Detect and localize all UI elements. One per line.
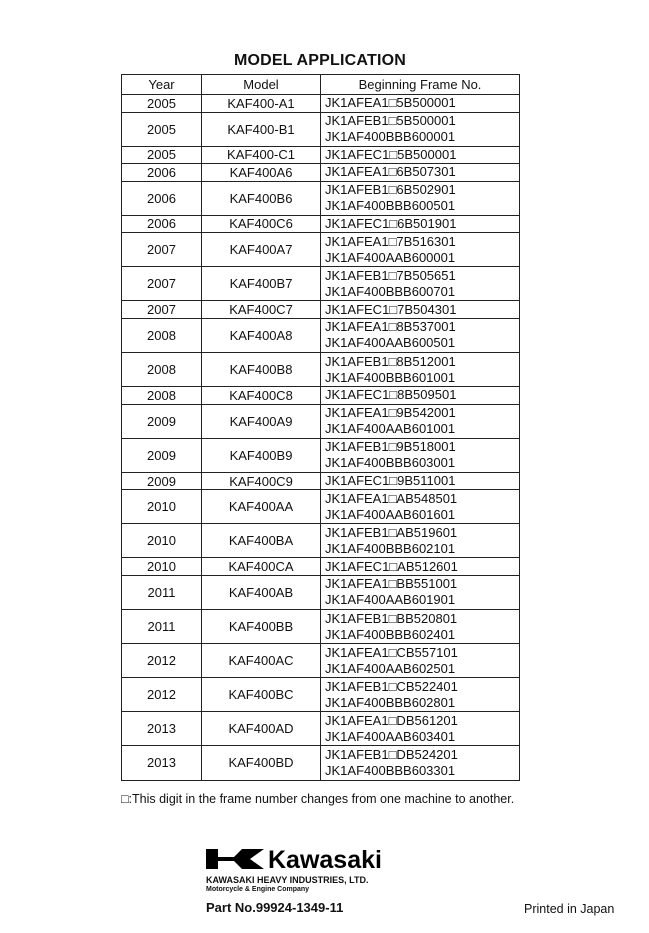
model-cell: KAF400B9: [202, 438, 321, 472]
model-cell: KAF400C6: [202, 215, 321, 233]
frame-number: JK1AFEA1□5B500001: [325, 95, 456, 111]
table-row: [122, 301, 520, 319]
year-cell: 2009: [122, 472, 202, 490]
frame-cell: [321, 164, 520, 182]
frame-cell: [321, 146, 520, 164]
year-cell: 2011: [122, 575, 202, 609]
model-cell: KAF400C9: [202, 472, 321, 490]
table-row: [122, 164, 520, 182]
frame-cell: [321, 678, 520, 712]
year-cell: 2010: [122, 524, 202, 558]
frame-cell: [321, 746, 520, 780]
frame-cell: [321, 352, 520, 386]
year-cell: 2009: [122, 404, 202, 438]
model-cell: KAF400AB: [202, 575, 321, 609]
year-cell: 2012: [122, 678, 202, 712]
frame-number: JK1AF400BBB600701: [325, 283, 456, 299]
frame-cell: [321, 610, 520, 644]
table-row: [122, 215, 520, 233]
table-row: [122, 95, 520, 113]
frame-number: JK1AFEC1□7B504301: [325, 301, 457, 317]
frame-cell: [321, 233, 520, 267]
frame-number: JK1AF400AAB600501: [325, 335, 456, 351]
frame-cell: [321, 181, 520, 215]
frame-number: JK1AFEB1□7B505651: [325, 267, 456, 283]
frame-number: JK1AFEA1□9B542001: [325, 405, 456, 421]
frame-cell: [321, 112, 520, 146]
year-cell: 2007: [122, 233, 202, 267]
frame-number: JK1AFEC1□6B501901: [325, 215, 457, 231]
printed-in: Printed in Japan: [524, 902, 615, 916]
header-frame: Beginning Frame No.: [321, 75, 520, 95]
frame-cell: [321, 301, 520, 319]
table-row: [122, 318, 520, 352]
frame-number: JK1AFEA1□DB561201: [325, 712, 458, 728]
frame-cell: [321, 712, 520, 746]
frame-cell: [321, 95, 520, 113]
frame-number: JK1AF400AAB601601: [325, 506, 456, 522]
year-cell: 2005: [122, 95, 202, 113]
frame-number: JK1AFEB1□CB522401: [325, 678, 458, 694]
kawasaki-logo: [206, 846, 402, 877]
table-row: [122, 712, 520, 746]
model-cell: KAF400C7: [202, 301, 321, 319]
year-cell: 2008: [122, 318, 202, 352]
model-cell: KAF400BC: [202, 678, 321, 712]
table-row: [122, 472, 520, 490]
year-cell: 2013: [122, 712, 202, 746]
table-row: [122, 438, 520, 472]
frame-cell: [321, 472, 520, 490]
model-cell: KAF400A9: [202, 404, 321, 438]
frame-number: JK1AF400AAB601001: [325, 421, 456, 437]
frame-number: JK1AF400AAB600001: [325, 249, 456, 265]
frame-number: JK1AF400AAB602501: [325, 660, 456, 676]
year-cell: 2007: [122, 301, 202, 319]
svg-text:Kawasaki: Kawasaki: [268, 846, 382, 872]
model-cell: KAF400BB: [202, 610, 321, 644]
year-cell: 2005: [122, 146, 202, 164]
table-row: [122, 575, 520, 609]
frame-number: JK1AF400BBB601001: [325, 369, 456, 385]
table-row: [122, 644, 520, 678]
frame-number: JK1AF400BBB600001: [325, 129, 456, 145]
table-row: [122, 112, 520, 146]
year-cell: 2010: [122, 558, 202, 576]
frame-number: JK1AFEB1□9B518001: [325, 439, 456, 455]
model-cell: KAF400BD: [202, 746, 321, 780]
model-cell: KAF400A8: [202, 318, 321, 352]
frame-number: JK1AF400BBB600501: [325, 198, 456, 214]
frame-number: JK1AFEB1□5B500001: [325, 113, 456, 129]
model-cell: KAF400AC: [202, 644, 321, 678]
frame-cell: [321, 438, 520, 472]
frame-cell: [321, 404, 520, 438]
table-row: [122, 404, 520, 438]
frame-cell: [321, 318, 520, 352]
frame-number: JK1AFEB1□6B502901: [325, 182, 456, 198]
year-cell: 2006: [122, 215, 202, 233]
table-row: [122, 146, 520, 164]
frame-number: JK1AFEC1□9B511001: [325, 473, 456, 488]
company-name: KAWASAKI HEAVY INDUSTRIES, LTD.: [206, 875, 369, 885]
page-title: MODEL APPLICATION: [234, 52, 406, 69]
frame-number: JK1AF400BBB602101: [325, 540, 456, 556]
frame-cell: [321, 215, 520, 233]
frame-digit-note: □:This digit in the frame number changes from one machine to another.: [121, 792, 515, 806]
frame-number: JK1AF400BBB602401: [325, 626, 456, 642]
year-cell: 2006: [122, 181, 202, 215]
table-header-row: [122, 75, 520, 95]
model-cell: KAF400C8: [202, 387, 321, 405]
frame-number: JK1AFEA1□BB551001: [325, 576, 458, 592]
frame-cell: [321, 644, 520, 678]
frame-number: JK1AFEB1□BB520801: [325, 610, 458, 626]
frame-number: JK1AFEB1□DB524201: [325, 746, 458, 762]
table-row: [122, 387, 520, 405]
year-cell: 2007: [122, 267, 202, 301]
frame-number: JK1AFEC1□8B509501: [325, 387, 457, 403]
model-cell: KAF400CA: [202, 558, 321, 576]
header-model: Model: [202, 75, 321, 95]
frame-number: JK1AFEA1□CB557101: [325, 644, 458, 660]
model-cell: KAF400AD: [202, 712, 321, 746]
table-row: [122, 181, 520, 215]
model-cell: KAF400B8: [202, 352, 321, 386]
division-name: Motorcycle & Engine Company: [206, 886, 310, 893]
model-cell: KAF400-C1: [202, 146, 321, 164]
model-cell: KAF400AA: [202, 490, 321, 524]
table-row: [122, 233, 520, 267]
frame-cell: [321, 558, 520, 576]
model-application-table: [121, 74, 520, 781]
frame-cell: [321, 575, 520, 609]
model-cell: KAF400B6: [202, 181, 321, 215]
frame-number: JK1AFEC1□5B500001: [325, 146, 457, 162]
frame-number: JK1AFEA1□AB548501: [325, 490, 458, 506]
year-cell: 2008: [122, 352, 202, 386]
frame-cell: [321, 387, 520, 405]
model-cell: KAF400B7: [202, 267, 321, 301]
year-cell: 2005: [122, 112, 202, 146]
frame-number: JK1AFEA1□7B516301: [325, 233, 456, 249]
table-row: [122, 352, 520, 386]
model-cell: KAF400-A1: [202, 95, 321, 113]
header-year: Year: [122, 75, 202, 95]
table-row: [122, 746, 520, 780]
year-cell: 2008: [122, 387, 202, 405]
year-cell: 2013: [122, 746, 202, 780]
year-cell: 2011: [122, 610, 202, 644]
model-cell: KAF400-B1: [202, 112, 321, 146]
part-number: Part No.99924-1349-11: [206, 900, 344, 915]
model-cell: KAF400A6: [202, 164, 321, 182]
year-cell: 2006: [122, 164, 202, 182]
model-cell: KAF400BA: [202, 524, 321, 558]
frame-number: JK1AF400BBB603001: [325, 455, 456, 471]
frame-cell: [321, 524, 520, 558]
frame-cell: [321, 490, 520, 524]
year-cell: 2012: [122, 644, 202, 678]
table-row: [122, 490, 520, 524]
table-row: [122, 524, 520, 558]
frame-number: JK1AF400BBB603301: [325, 762, 456, 778]
year-cell: 2010: [122, 490, 202, 524]
table-row: [122, 558, 520, 576]
model-cell: KAF400A7: [202, 233, 321, 267]
frame-number: JK1AFEC1□AB512601: [325, 558, 458, 574]
table-row: [122, 678, 520, 712]
frame-cell: [321, 267, 520, 301]
frame-number: JK1AFEA1□8B537001: [325, 319, 456, 335]
frame-number: JK1AF400AAB603401: [325, 728, 456, 744]
frame-number: JK1AF400BBB602801: [325, 694, 456, 710]
year-cell: 2009: [122, 438, 202, 472]
frame-number: JK1AFEB1□8B512001: [325, 353, 456, 369]
frame-number: JK1AFEB1□AB519601: [325, 524, 458, 540]
table-row: [122, 267, 520, 301]
frame-number: JK1AFEA1□6B507301: [325, 164, 456, 180]
frame-number: JK1AF400AAB601901: [325, 592, 456, 608]
table-row: [122, 610, 520, 644]
